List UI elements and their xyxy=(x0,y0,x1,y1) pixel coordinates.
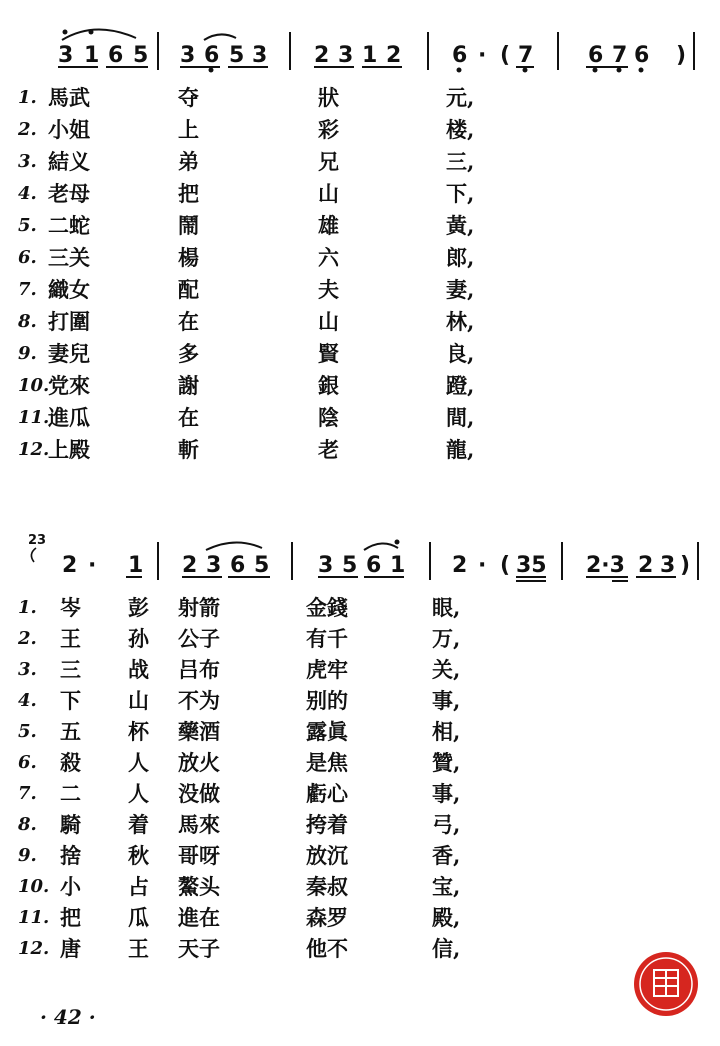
lyric-row xyxy=(0,274,720,306)
lyric-cell: 弟 xyxy=(178,149,199,174)
lyric-cell: 没做 xyxy=(178,781,220,806)
lyric-cell: 上 xyxy=(178,117,199,142)
lyric-cell: 陰 xyxy=(318,405,339,430)
lyric-cell: 虧心 xyxy=(306,781,348,806)
lyric-cell: 上殿 xyxy=(48,437,90,462)
lyric-cell: 事, xyxy=(432,688,461,713)
lyric-row xyxy=(0,434,720,466)
note: 5 xyxy=(229,43,245,68)
page-number: · 42 · xyxy=(40,1005,96,1029)
lyric-cell: 在 xyxy=(178,405,199,430)
lyric-cell: 捨 xyxy=(60,843,81,868)
lyric-cell: 黃, xyxy=(446,213,475,238)
note: 2 xyxy=(314,43,330,68)
note: 1 xyxy=(84,43,100,68)
note: 2 xyxy=(62,553,78,578)
lyric-cell: 配 xyxy=(178,277,199,302)
lyric-cell: 多 xyxy=(178,341,199,366)
lyric-cell: 王 xyxy=(128,936,149,961)
lyric-row xyxy=(0,933,720,965)
lyric-row xyxy=(0,402,720,434)
lyric-cell: 殿, xyxy=(432,905,461,930)
lyric-cell: 岑 xyxy=(60,595,81,620)
lyric-cell: 楊 xyxy=(178,245,199,270)
lyric-cell: 香, xyxy=(432,843,461,868)
lyric-cell: 放沉 xyxy=(306,843,348,868)
note: 3 xyxy=(58,43,74,68)
lyric-cell: 妻兒 xyxy=(48,341,90,366)
lyric-cell: 万, xyxy=(432,626,461,651)
verse-number: 2. xyxy=(18,119,37,140)
note: 6 xyxy=(634,43,650,68)
lyric-row xyxy=(0,809,720,841)
note: 2 xyxy=(182,553,198,578)
note: 5 xyxy=(342,553,358,578)
note: 6 xyxy=(366,553,382,578)
lyric-cell: 銀 xyxy=(318,373,339,398)
verse-number: 12. xyxy=(18,938,50,959)
verse-number: 7. xyxy=(18,279,37,300)
lyric-row xyxy=(0,306,720,338)
seal-stamp-icon xyxy=(632,950,700,1018)
verse-number: 4. xyxy=(18,690,37,711)
lyric-cell: 秦叔 xyxy=(306,874,348,899)
lyric-cell: 森罗 xyxy=(306,905,348,930)
note: 5 xyxy=(254,553,270,578)
lyric-cell: 宝, xyxy=(432,874,461,899)
lyric-cell: 人 xyxy=(128,750,149,775)
lyric-cell: 彩 xyxy=(318,117,339,142)
note: 1 xyxy=(390,553,406,578)
lyric-row xyxy=(0,716,720,748)
note: 6 xyxy=(204,43,220,68)
note: ) xyxy=(676,43,687,68)
lyric-cell: 龍, xyxy=(446,437,475,462)
lyric-cell: 秋 xyxy=(128,843,149,868)
lyric-cell: 老 xyxy=(318,437,339,462)
measure-3 xyxy=(318,540,405,579)
verse-number: 3. xyxy=(18,151,37,172)
measure-5 xyxy=(586,553,690,581)
lyric-cell: 斬 xyxy=(178,437,199,462)
verse-number: 10. xyxy=(18,876,50,897)
lyric-cell: 公子 xyxy=(178,626,220,651)
lyric-cell: 金錢 xyxy=(306,595,348,620)
note: 6 xyxy=(452,43,468,68)
note: 3 xyxy=(180,43,196,68)
lyric-cell: 進在 xyxy=(178,905,220,930)
lyric-cell: 孙 xyxy=(128,626,149,651)
note: ( xyxy=(500,43,511,68)
verse-number: 5. xyxy=(18,721,37,742)
verse-number: 11. xyxy=(18,907,50,928)
lyric-cell: 林, xyxy=(446,309,475,334)
note: 7 xyxy=(518,43,534,68)
note: ( xyxy=(500,553,511,578)
lyric-cell: 馬武 xyxy=(48,85,90,110)
lyric-cell: 信, xyxy=(432,936,461,961)
lyric-cell: 人 xyxy=(128,781,149,806)
lyric-cell: 夫 xyxy=(318,277,339,302)
lyric-cell: 雄 xyxy=(318,213,339,238)
lyric-cell: 射箭 xyxy=(178,595,220,620)
lyric-cell: 小姐 xyxy=(48,117,90,142)
lyric-cell: 馬來 xyxy=(178,812,220,837)
lyric-cell: 二 xyxy=(60,781,81,806)
grace-notes: 23 xyxy=(28,533,47,548)
note: 3 xyxy=(206,553,222,578)
lyric-cell: 关, xyxy=(432,657,461,682)
lyric-cell: 把 xyxy=(178,181,199,206)
lyric-cell: 狀 xyxy=(318,85,339,110)
lyric-cell: 彭 xyxy=(128,595,149,620)
measure-4 xyxy=(452,553,547,581)
lyric-cell: 間, xyxy=(446,405,475,430)
lyric-row xyxy=(0,82,720,114)
lyric-cell: 織女 xyxy=(48,277,90,302)
lyric-row xyxy=(0,114,720,146)
notation-line-1 xyxy=(0,22,720,82)
lyric-cell: 妻, xyxy=(446,277,475,302)
lyric-cell: 藥酒 xyxy=(178,719,220,744)
note: 2·3 xyxy=(586,553,625,578)
lyric-row xyxy=(0,623,720,655)
lyric-row xyxy=(0,840,720,872)
lyric-row xyxy=(0,747,720,779)
lyric-cell: 唐 xyxy=(60,936,81,961)
lyric-cell: 鰲头 xyxy=(178,874,220,899)
lyric-cell: 下, xyxy=(446,181,475,206)
verse-number: 6. xyxy=(18,752,37,773)
verse-number: 9. xyxy=(18,343,37,364)
note: 2 xyxy=(638,553,654,578)
lyric-cell: 占 xyxy=(128,874,149,899)
verse-number: 11. xyxy=(18,407,50,428)
lyric-cell: 楼, xyxy=(446,117,475,142)
lyric-row xyxy=(0,242,720,274)
lyric-row xyxy=(0,778,720,810)
note: 3 xyxy=(318,553,334,578)
note: 35 xyxy=(516,553,547,578)
note: 2 xyxy=(386,43,402,68)
note: · xyxy=(478,553,487,578)
lyric-cell: 五 xyxy=(60,719,81,744)
lyric-cell: 三关 xyxy=(48,245,90,270)
verse-number: 10. xyxy=(18,375,50,396)
verse-number: 8. xyxy=(18,814,37,835)
verse-number: 1. xyxy=(18,87,37,108)
lyric-cell: 相, xyxy=(432,719,461,744)
lyric-row xyxy=(0,902,720,934)
lyric-cell: 兄 xyxy=(318,149,339,174)
lyric-cell: 良, xyxy=(446,341,475,366)
lyric-row xyxy=(0,370,720,402)
note: 1 xyxy=(362,43,378,68)
lyric-cell: 虎牢 xyxy=(306,657,348,682)
lyric-cell: 小 xyxy=(60,874,81,899)
lyric-cell: 眼, xyxy=(432,595,461,620)
lyric-cell: 不为 xyxy=(178,688,220,713)
lyric-cell: 六 xyxy=(318,245,339,270)
lyric-cell: 放火 xyxy=(178,750,220,775)
measure-2 xyxy=(182,542,270,578)
note: 2 xyxy=(452,553,468,578)
lyric-cell: 山 xyxy=(318,181,339,206)
lyric-cell: 謝 xyxy=(178,373,199,398)
measure-1 xyxy=(58,29,148,68)
note: 1 xyxy=(128,553,144,578)
lyric-cell: 弓, xyxy=(432,812,461,837)
lyric-row xyxy=(0,685,720,717)
lyric-cell: 殺 xyxy=(60,750,81,775)
lyric-cell: 吕布 xyxy=(178,657,220,682)
lyric-cell: 打圍 xyxy=(48,309,90,334)
verse-number: 12. xyxy=(18,439,50,460)
lyric-cell: 党來 xyxy=(48,373,90,398)
verse-number: 4. xyxy=(18,183,37,204)
verse-number: 3. xyxy=(18,659,37,680)
lyric-row xyxy=(0,146,720,178)
measure-4 xyxy=(452,43,534,73)
lyric-cell: 哥呀 xyxy=(178,843,220,868)
measure-3 xyxy=(314,43,402,68)
verse-number: 1. xyxy=(18,597,37,618)
lyric-row xyxy=(0,654,720,686)
verse-number: 9. xyxy=(18,845,37,866)
notation-line-2 xyxy=(0,532,720,592)
note: · xyxy=(478,43,487,68)
lyric-cell: 杯 xyxy=(128,719,149,744)
lyric-row xyxy=(0,871,720,903)
lyric-cell: 二蛇 xyxy=(48,213,90,238)
lyric-cell: 别的 xyxy=(306,688,348,713)
note: 6 xyxy=(230,553,246,578)
lyric-cell: 郎, xyxy=(446,245,475,270)
lyric-cell: 把 xyxy=(60,905,81,930)
lyric-cell: 他不 xyxy=(306,936,348,961)
lyric-cell: 騎 xyxy=(60,812,81,837)
note: · xyxy=(88,553,97,578)
lyric-cell: 三 xyxy=(60,657,81,682)
lyric-row xyxy=(0,210,720,242)
lyric-cell: 山 xyxy=(318,309,339,334)
lyric-cell: 老母 xyxy=(48,181,90,206)
lyric-cell: 有千 xyxy=(306,626,348,651)
lyric-row xyxy=(0,592,720,624)
measure-1 xyxy=(62,553,143,578)
lyric-cell: 下 xyxy=(60,688,81,713)
lyric-cell: 賢 xyxy=(318,341,339,366)
measure-5 xyxy=(586,43,686,73)
lyric-cell: 進瓜 xyxy=(48,405,90,430)
lyric-cell: 結义 xyxy=(48,149,90,174)
lyric-cell: 着 xyxy=(128,812,149,837)
lyric-row xyxy=(0,338,720,370)
verse-number: 8. xyxy=(18,311,37,332)
lyric-cell: 瓜 xyxy=(128,905,149,930)
lyric-cell: 三, xyxy=(446,149,475,174)
note: 7 xyxy=(612,43,628,68)
lyric-cell: 战 xyxy=(128,657,149,682)
verse-number: 6. xyxy=(18,247,37,268)
note: 3 xyxy=(338,43,354,68)
lyric-cell: 在 xyxy=(178,309,199,334)
note: 3 xyxy=(252,43,268,68)
lyric-cell: 挎着 xyxy=(306,812,348,837)
lyric-cell: 天子 xyxy=(178,936,220,961)
verse-number: 2. xyxy=(18,628,37,649)
lyric-cell: 贊, xyxy=(432,750,461,775)
lyric-cell: 鬧 xyxy=(178,213,199,238)
note: 3 xyxy=(660,553,676,578)
verse-number: 5. xyxy=(18,215,37,236)
note: 6 xyxy=(588,43,604,68)
lyric-cell: 元, xyxy=(446,85,475,110)
lyric-cell: 王 xyxy=(60,626,81,651)
lyric-cell: 是焦 xyxy=(306,750,348,775)
lyric-cell: 事, xyxy=(432,781,461,806)
note: 6 xyxy=(108,43,124,68)
lyric-cell: 山 xyxy=(128,688,149,713)
lyric-row xyxy=(0,178,720,210)
verse-number: 7. xyxy=(18,783,37,804)
lyric-cell: 夺 xyxy=(178,85,199,110)
note: ) xyxy=(680,553,691,578)
measure-2 xyxy=(180,34,268,72)
lyric-cell: 露眞 xyxy=(306,719,348,744)
note: 5 xyxy=(133,43,149,68)
lyric-cell: 蹬, xyxy=(446,373,475,398)
